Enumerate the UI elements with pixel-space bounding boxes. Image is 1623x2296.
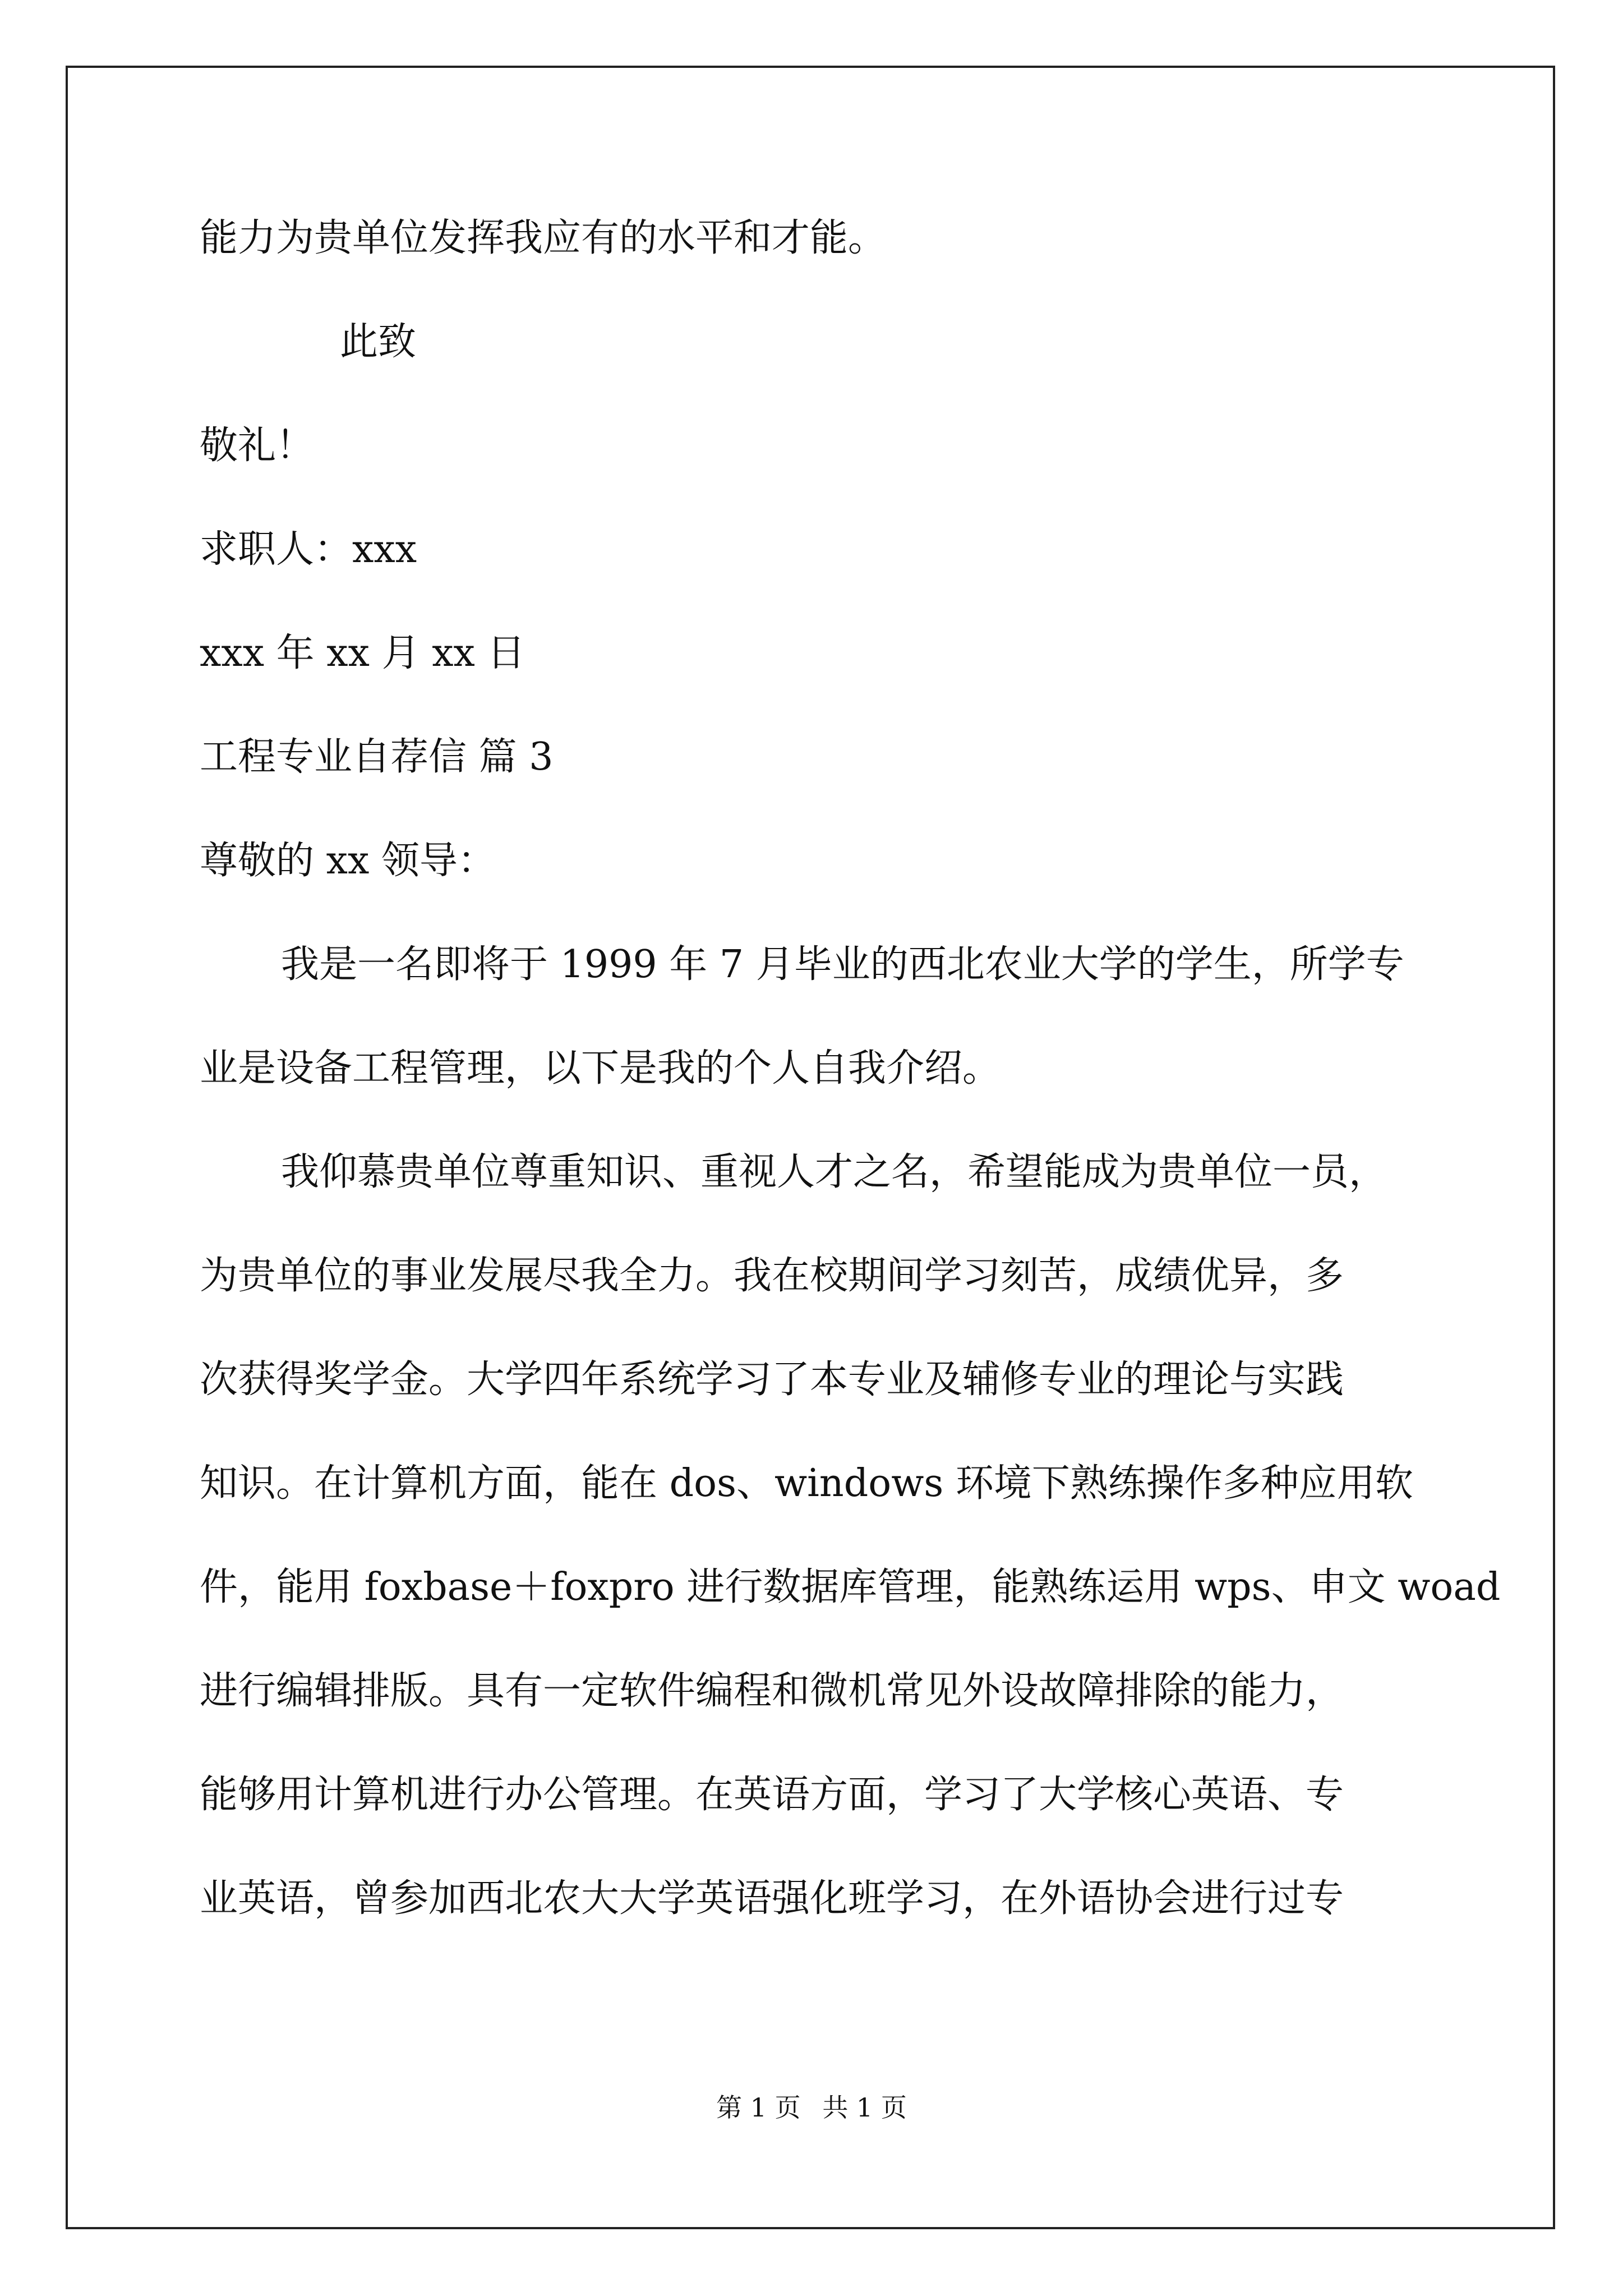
text-line: 业是设备工程管理，以下是我的个人自我介绍。 bbox=[200, 1046, 1001, 1091]
text-line: 件，能用 foxbase＋foxpro 进行数据库管理，能熟练运用 wps、申文 woad bbox=[200, 1565, 1501, 1609]
applicant-signature: 求职人：xxx bbox=[200, 527, 417, 572]
closing-salutation: 此致 bbox=[340, 320, 417, 364]
closing-regards: 敬礼！ bbox=[200, 424, 315, 468]
text-line: 能力为贵单位发挥我应有的水平和才能。 bbox=[200, 216, 887, 260]
page-number: 第 1 页 bbox=[716, 2092, 801, 2123]
letter-date: xxx 年 xx 月 xx 日 bbox=[200, 631, 525, 675]
page-footer bbox=[0, 2091, 1623, 2124]
text-line: 知识。在计算机方面，能在 dos、windows 环境下熟练操作多种应用软 bbox=[200, 1461, 1413, 1506]
text-line: 进行编辑排版。具有一定软件编程和微机常见外设故障排除的能力， bbox=[200, 1669, 1344, 1713]
text-line: 次获得奖学金。大学四年系统学习了本专业及辅修专业的理论与实践 bbox=[200, 1358, 1344, 1402]
page-total: 共 1 页 bbox=[822, 2092, 907, 2123]
text-line: 我仰慕贵单位尊重知识、重视人才之名，希望能成为贵单位一员， bbox=[281, 1150, 1387, 1194]
greeting: 尊敬的 xx 领导： bbox=[200, 839, 496, 883]
text-line: 我是一名即将于 1999 年 7 月毕业的西北农业大学的学生，所学专 bbox=[281, 942, 1404, 987]
text-line: 能够用计算机进行办公管理。在英语方面，学习了大学核心英语、专 bbox=[200, 1773, 1344, 1817]
text-line: 业英语，曾参加西北农大大学英语强化班学习，在外语协会进行过专 bbox=[200, 1876, 1344, 1921]
section-title: 工程专业自荐信 篇 3 bbox=[200, 735, 554, 779]
text-line: 为贵单位的事业发展尽我全力。我在校期间学习刻苦，成绩优异，多 bbox=[200, 1254, 1344, 1298]
